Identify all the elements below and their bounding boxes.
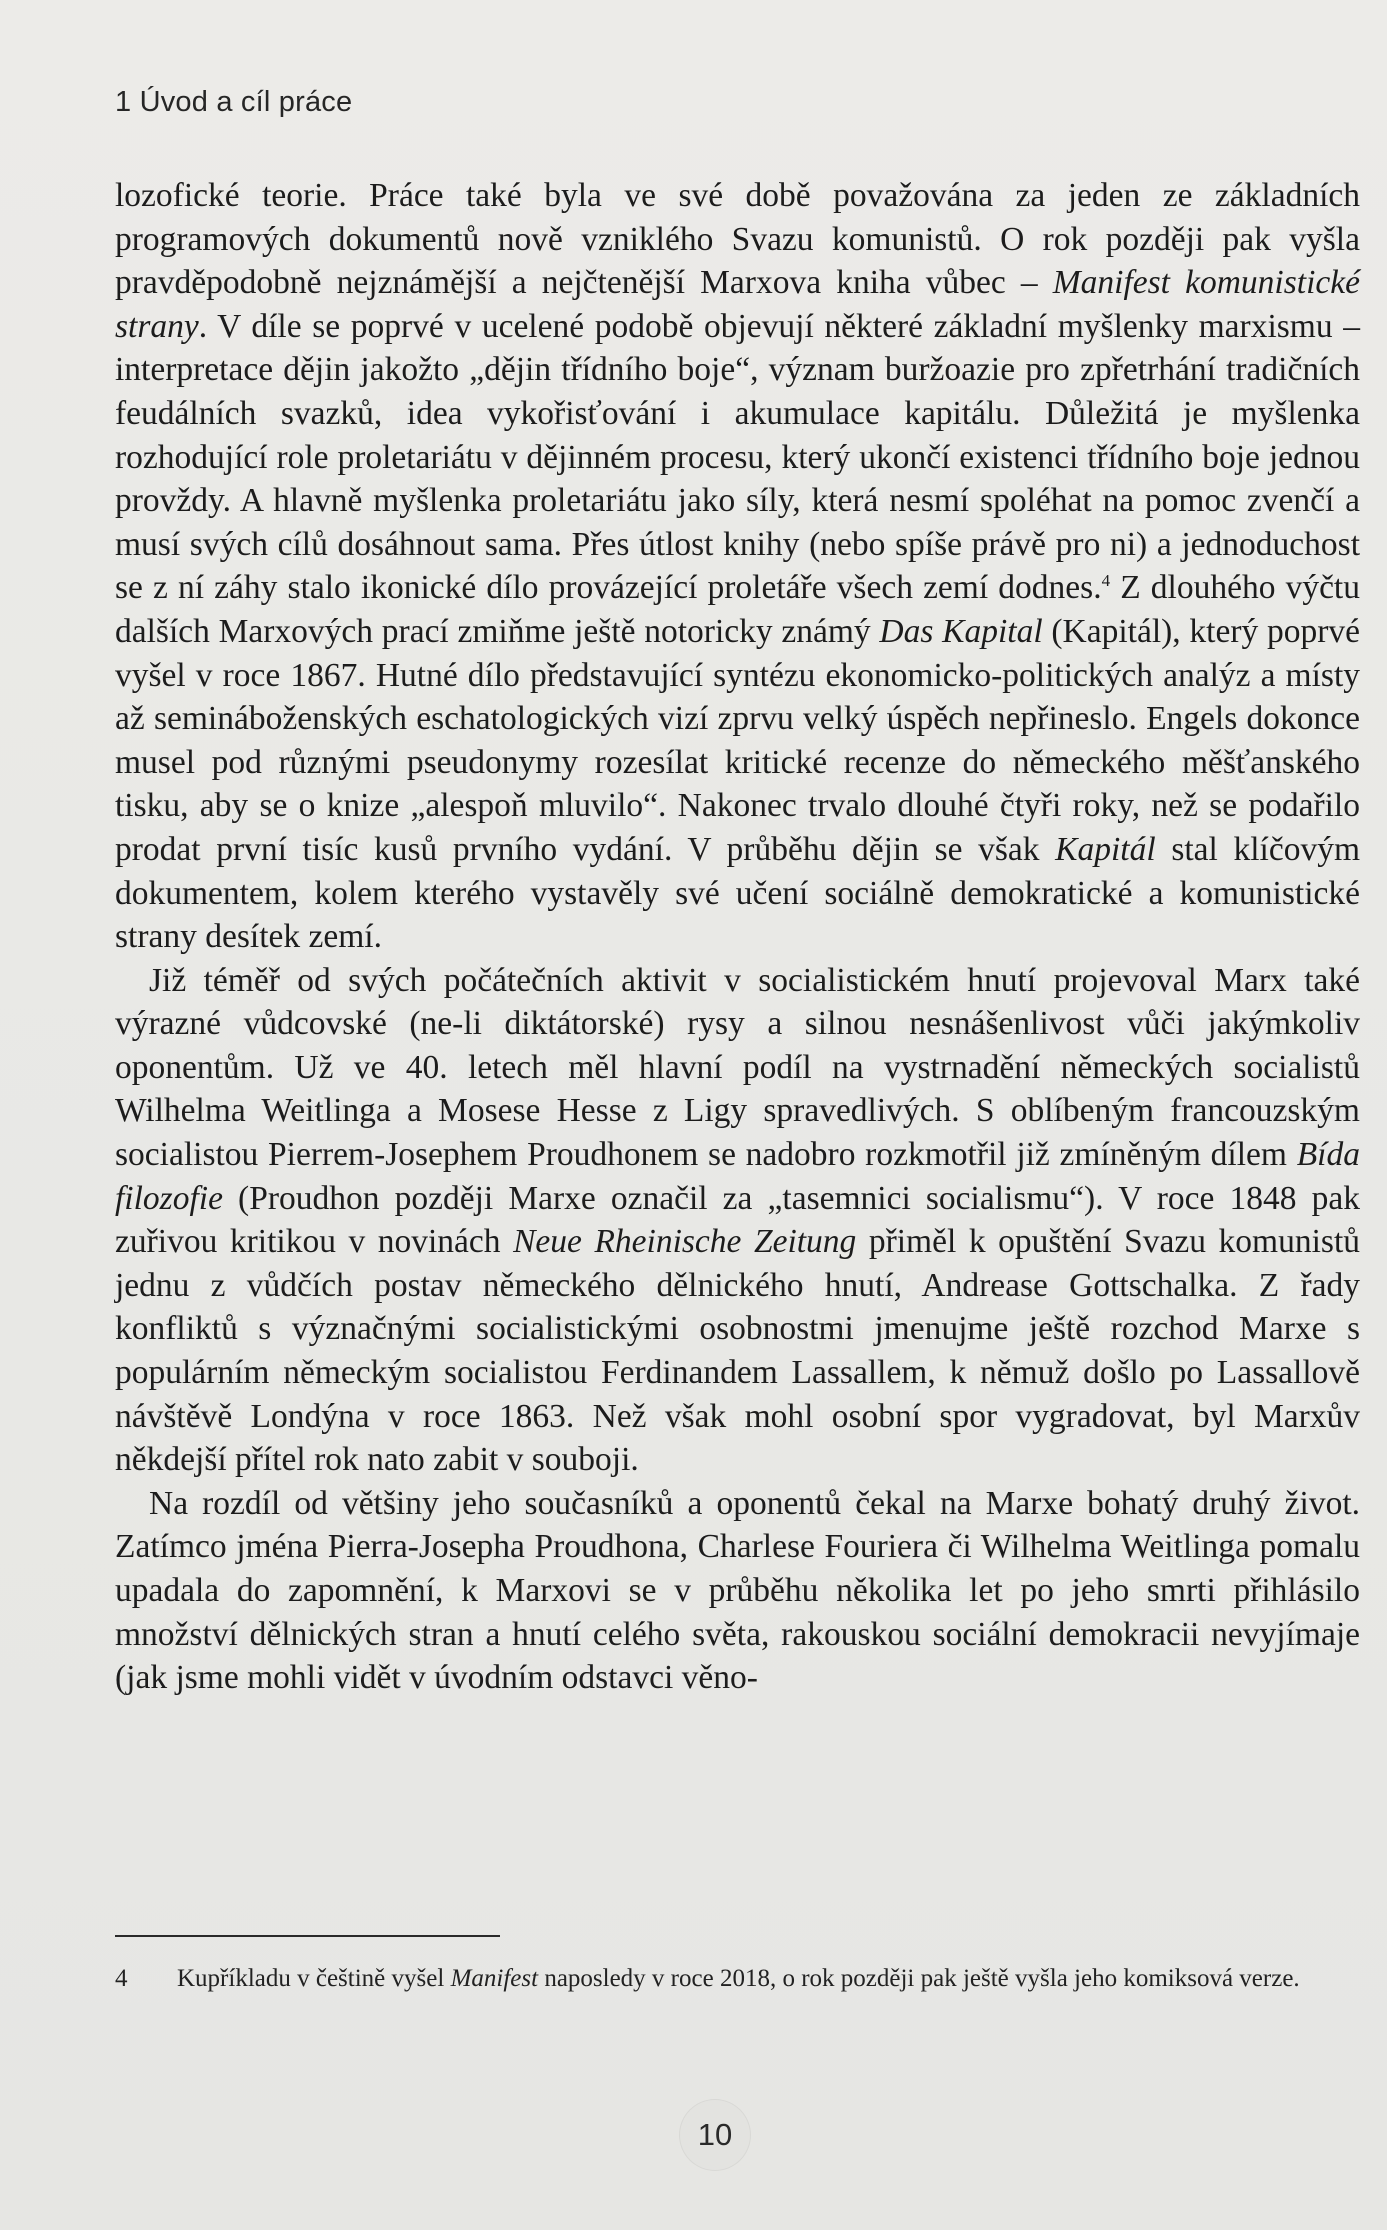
text-run: (Proudhon později Marxe označil za „tasemnici socialismu“). V roce 1848 pak zuřivou kritikou v novinách xyxy=(115,1179,1360,1261)
footnote-divider xyxy=(115,1935,500,1937)
text-run: přiměl k opuštění Svazu komunistů jednu z vůdčích postav německého dělnického hnutí, Andrease Gottschalka. Z řady konfliktů s význačnými socialistickými osobnostmi jmenujme ještě rozchod Marxe s populárním německým socialistou Ferdinandem Lassallem, k němuž došlo po Lassallově návštěvě Londýna v roce 1863. Než však mohl osobní spor vygradovat, byl Marxův někdejší přítel rok nato zabit v souboji. xyxy=(115,1223,1360,1479)
page-number: 10 xyxy=(680,2100,750,2170)
text-run: Z dlouhého výčtu dalších Marxových prací zmiňme ještě notoricky známý xyxy=(115,569,1360,650)
text-run: stal klíčovým dokumentem, kolem kterého vystavěly své učení sociálně demokratické a komunistické strany desítek zemí. xyxy=(115,830,1361,956)
book-title: Manifest xyxy=(450,1965,539,1992)
footnotes xyxy=(115,1962,1360,1996)
text-run: . V díle se poprvé v ucelené podobě objevují některé základní myšlenky marxismu – interpretace dějin jakožto „dějin třídního boje“, význam buržoazie pro zpřetrhání tradičních feudálních svazků, idea vykořisťování i akumulace kapitálu. Důležitá je myšlenka rozhodující role proletariátu v dějinném procesu, který ukončí existenci třídního boje jednou provždy. A hlavně myšlenka proletariátu jako síly, která nesmí spoléhat na pomoc zvenčí a musí svých cílů dosáhnout sama. Přes útlost knihy (nebo spíše právě pro ni) a jednoduchost se z ní záhy stalo ikonické dílo provázející proletáře všech zemí dodnes. xyxy=(115,307,1360,607)
paragraph-2 xyxy=(115,959,1360,1482)
body-text xyxy=(115,174,1360,1700)
paragraph-1 xyxy=(115,174,1360,959)
book-title: Kapitál xyxy=(1055,830,1156,868)
text-run: lozofické teorie. Práce také byla ve své době považována za jeden ze základních programových dokumentů nově vzniklého Svazu komunistů. O rok později pak vyšla pravděpodobně nejznámější a nejčtenější Marxova kniha vůbec – xyxy=(115,177,1360,302)
newspaper-title: Neue Rheinische Zeitung xyxy=(513,1223,857,1261)
footnote-text: naposledy v roce 2018, o rok později pak ještě vyšla jeho komiksová verze. xyxy=(538,1965,1300,1992)
text-run: Již téměř od svých počátečních aktivit v socialistickém hnutí projevoval Marx také výrazné vůdcovské (ne-li diktátorské) rysy a silnou nesnášenlivost vůči jakýmkoliv oponentům. Už ve 40. letech měl hlavní podíl na vystrnadění německých socialistů Wilhelma Weitlinga a Mosese Hesse z Ligy spravedlivých. S oblíbeným francouzským socialistou Pierrem-Josephem Proudhonem se nadobro rozkmotřil již zmíněným dílem xyxy=(115,961,1360,1174)
book-title: Manifest komunistické strany xyxy=(115,264,1360,345)
paragraph-3: Na rozdíl od většiny jeho současníků a oponentů čekal na Marxe bohatý druhý život. Zatímco jména Pierra-Josepha Proudhona, Charlese Fouriera či Wilhelma Weitlinga pomalu upadala do zapomnění, k Marxovi se v průběhu několika let po jeho smrti přihlásilo množství dělnických stran a hnutí celého světa, rakouskou sociální demokracii nevyjímaje (jak jsme mohli vidět v úvodním odstavci věno- xyxy=(115,1484,1360,1697)
text-run: (Kapitál), který poprvé vyšel v roce 1867. Hutné dílo představující syntézu ekonomicko-politických analýz a místy až semináboženských eschatologických vizí zprvu velký úspěch nepřineslo. Engels dokonce musel pod různými pseudonymy rozesílat kritické recenze do německého měšťanského tisku, aby se o knize „alespoň mluvilo“. Nakonec trvalo dlouhé čtyři roky, než se podařilo prodat první tisíc kusů prvního vydání. V průběhu dějin se však xyxy=(115,612,1360,868)
footnote-text: Kupříkladu v češtině vyšel xyxy=(177,1965,451,1992)
footnote-marker[interactable]: 4 xyxy=(1101,571,1111,591)
footnote-number: 4 xyxy=(115,1965,128,1992)
book-title: Bída filozofie xyxy=(115,1136,1360,1217)
running-head: 1 Úvod a cíl práce xyxy=(115,86,353,118)
book-title: Das Kapital xyxy=(879,612,1043,650)
